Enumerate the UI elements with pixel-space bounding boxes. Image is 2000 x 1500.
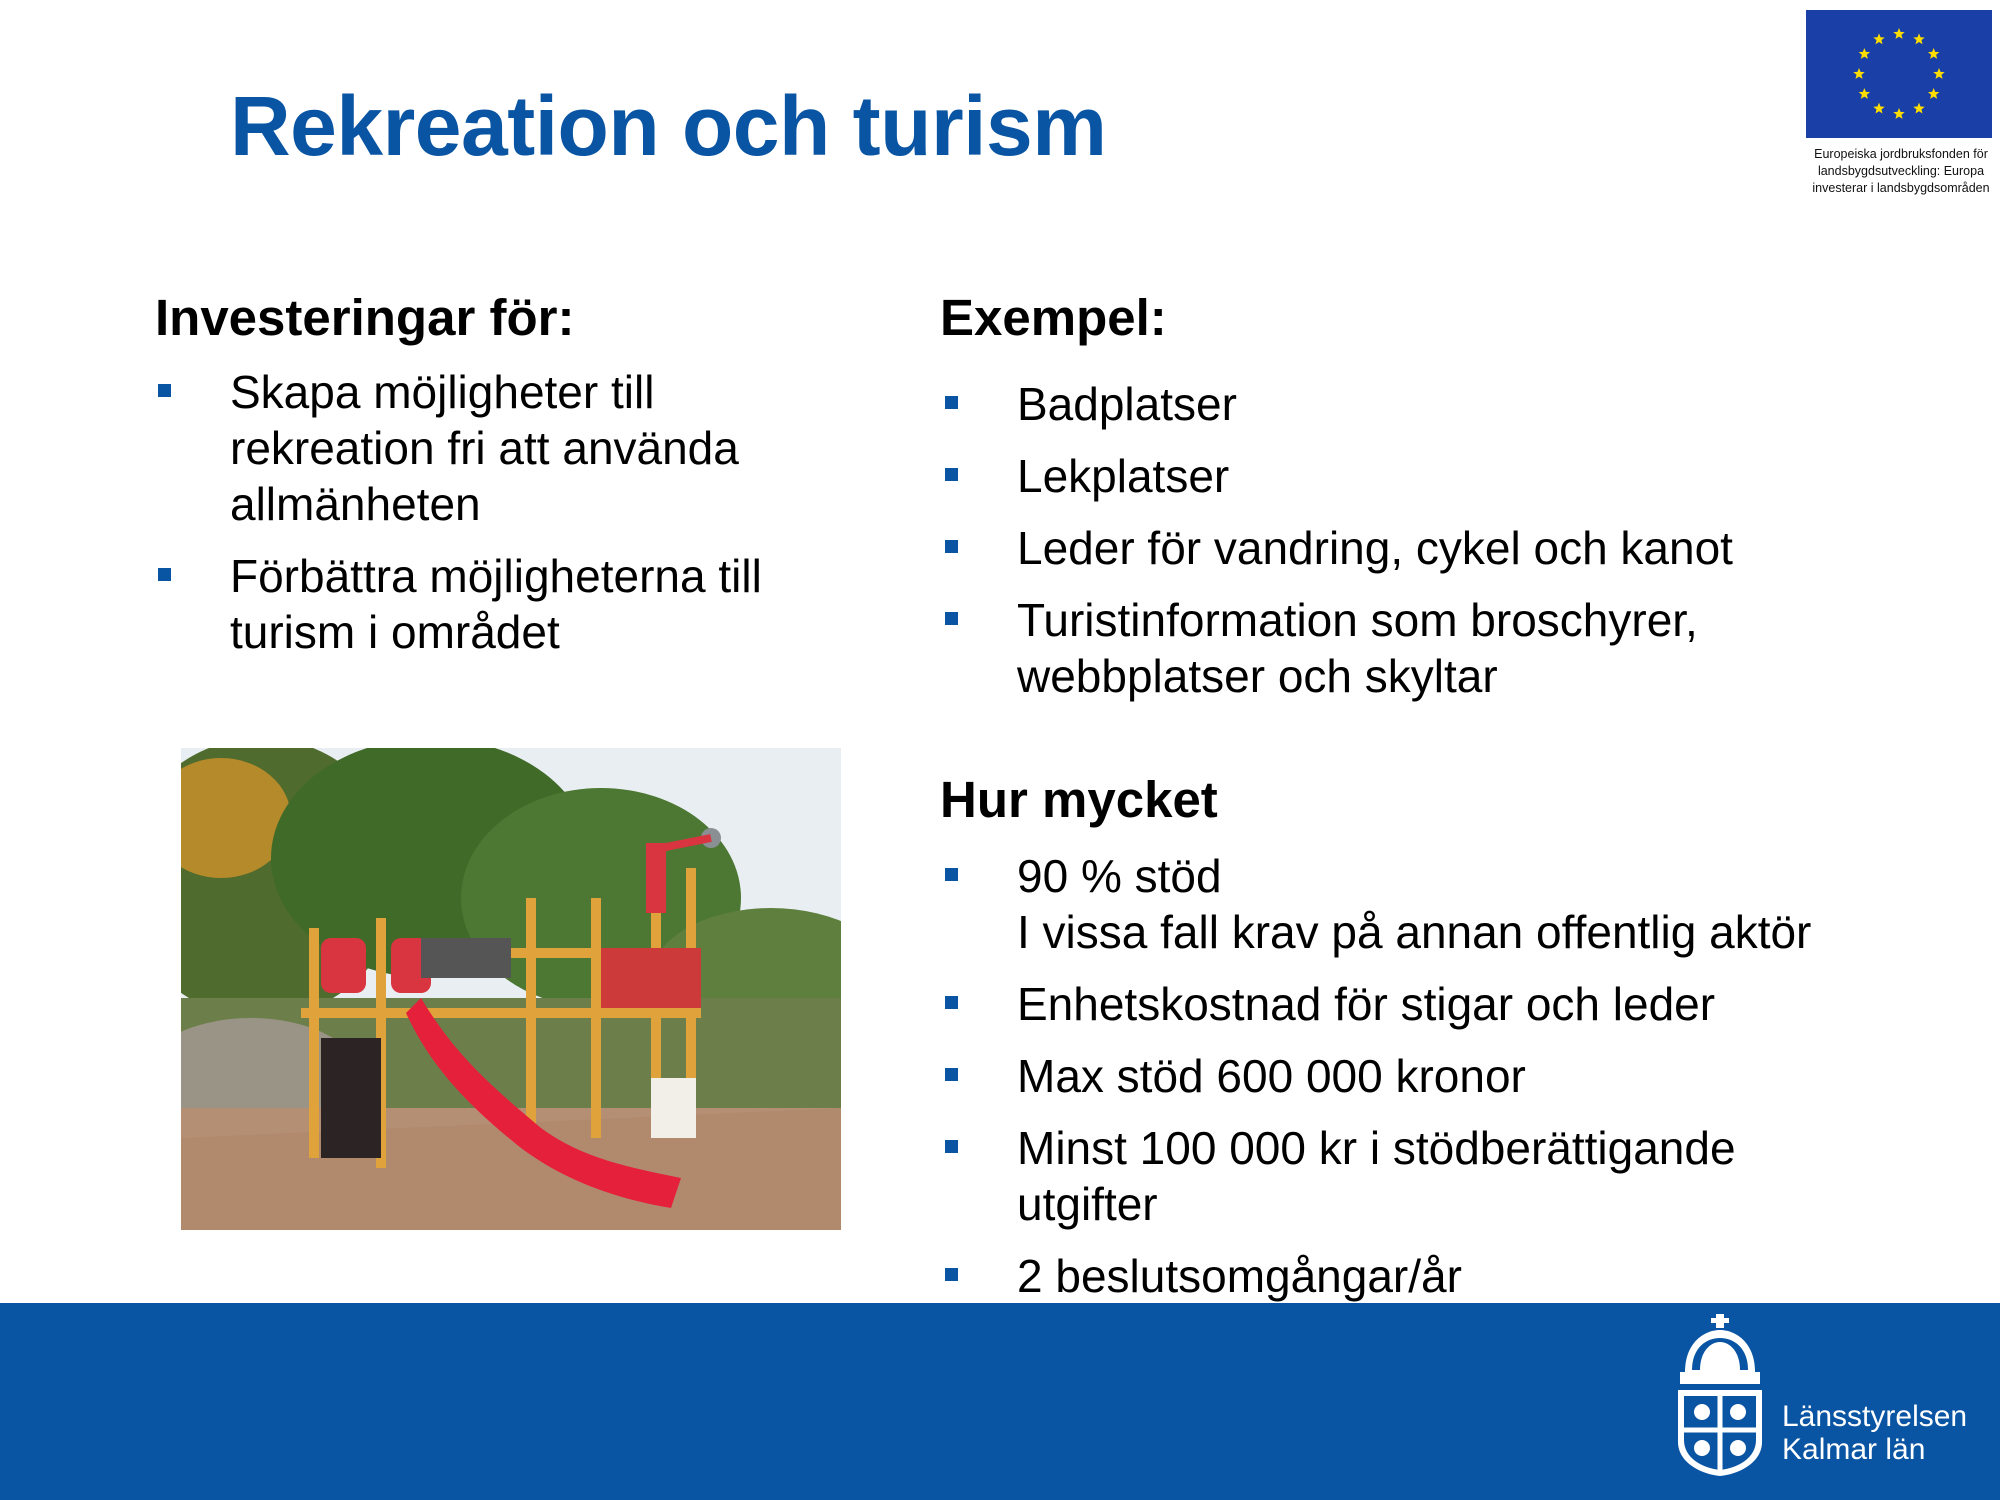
- list-item: [158, 548, 858, 660]
- bullet-icon: [945, 1140, 958, 1153]
- bullet-icon: [945, 396, 958, 409]
- eu-caption-line: landsbygdsutveckling: Europa: [1817, 164, 1985, 178]
- amount-heading: Hur mycket: [940, 771, 1218, 828]
- bullet-icon: [945, 612, 958, 625]
- item-line: webbplatser och skyltar: [1017, 650, 1498, 702]
- amount-list: [945, 848, 1965, 1320]
- investments-list: [158, 364, 858, 676]
- item-line: Leder för vandring, cykel och kanot: [1017, 522, 1733, 574]
- investments-heading: Investeringar för:: [155, 289, 575, 346]
- bullet-icon: [945, 468, 958, 481]
- examples-list: [945, 376, 1945, 720]
- bullet-icon: [945, 1068, 958, 1081]
- bullet-icon: [158, 384, 171, 397]
- bullet-icon: [945, 868, 958, 881]
- item-line: Lekplatser: [1017, 450, 1230, 502]
- list-item: [945, 1120, 1965, 1232]
- examples-heading: Exempel:: [940, 289, 1167, 346]
- item-line: 2 beslutsomgångar/år: [1017, 1250, 1462, 1302]
- item-line: turism i området: [230, 606, 560, 658]
- bullet-icon: [945, 1268, 958, 1281]
- playground-photo: [181, 748, 841, 1230]
- item-line: Max stöd 600 000 kronor: [1017, 1050, 1526, 1102]
- eu-flag-icon: [1806, 10, 1992, 138]
- slide-title: Rekreation och turism: [230, 79, 1107, 173]
- list-item: [945, 448, 1945, 504]
- list-item: [945, 848, 1965, 960]
- item-line: Förbättra möjligheterna till: [230, 550, 762, 602]
- eu-caption-line: Europeiska jordbruksfonden för: [1814, 147, 1988, 161]
- list-item: [945, 520, 1945, 576]
- eu-caption-line: investerar i landsbygdsområden: [1812, 181, 1990, 195]
- org-name-line2: Kalmar län: [1782, 1433, 1926, 1466]
- item-line: utgifter: [1017, 1178, 1158, 1230]
- eu-logo: [1806, 10, 1996, 197]
- item-line: Turistinformation som broschyrer,: [1017, 594, 1698, 646]
- list-item: [945, 592, 1945, 704]
- item-line: allmänheten: [230, 478, 481, 530]
- item-line: I vissa fall krav på annan offentlig aktör: [1017, 906, 1812, 958]
- list-item: [945, 1248, 1965, 1304]
- item-line: Minst 100 000 kr i stödberättigande: [1017, 1122, 1736, 1174]
- list-item: [945, 376, 1945, 432]
- list-item: [945, 976, 1965, 1032]
- bullet-icon: [945, 996, 958, 1009]
- organization-name: [1782, 1400, 1967, 1466]
- item-line: 90 % stöd: [1017, 850, 1222, 902]
- eu-caption: [1806, 146, 1996, 197]
- item-line: Enhetskostnad för stigar och leder: [1017, 978, 1716, 1030]
- list-item: [158, 364, 858, 532]
- bullet-icon: [158, 568, 171, 581]
- county-crest-icon: [1670, 1312, 1770, 1478]
- bullet-icon: [945, 540, 958, 553]
- org-name-line1: Länsstyrelsen: [1782, 1400, 1968, 1433]
- list-item: [945, 1048, 1965, 1104]
- item-line: Badplatser: [1017, 378, 1237, 430]
- item-line: Skapa möjligheter till: [230, 366, 655, 418]
- item-line: rekreation fri att använda: [230, 422, 739, 474]
